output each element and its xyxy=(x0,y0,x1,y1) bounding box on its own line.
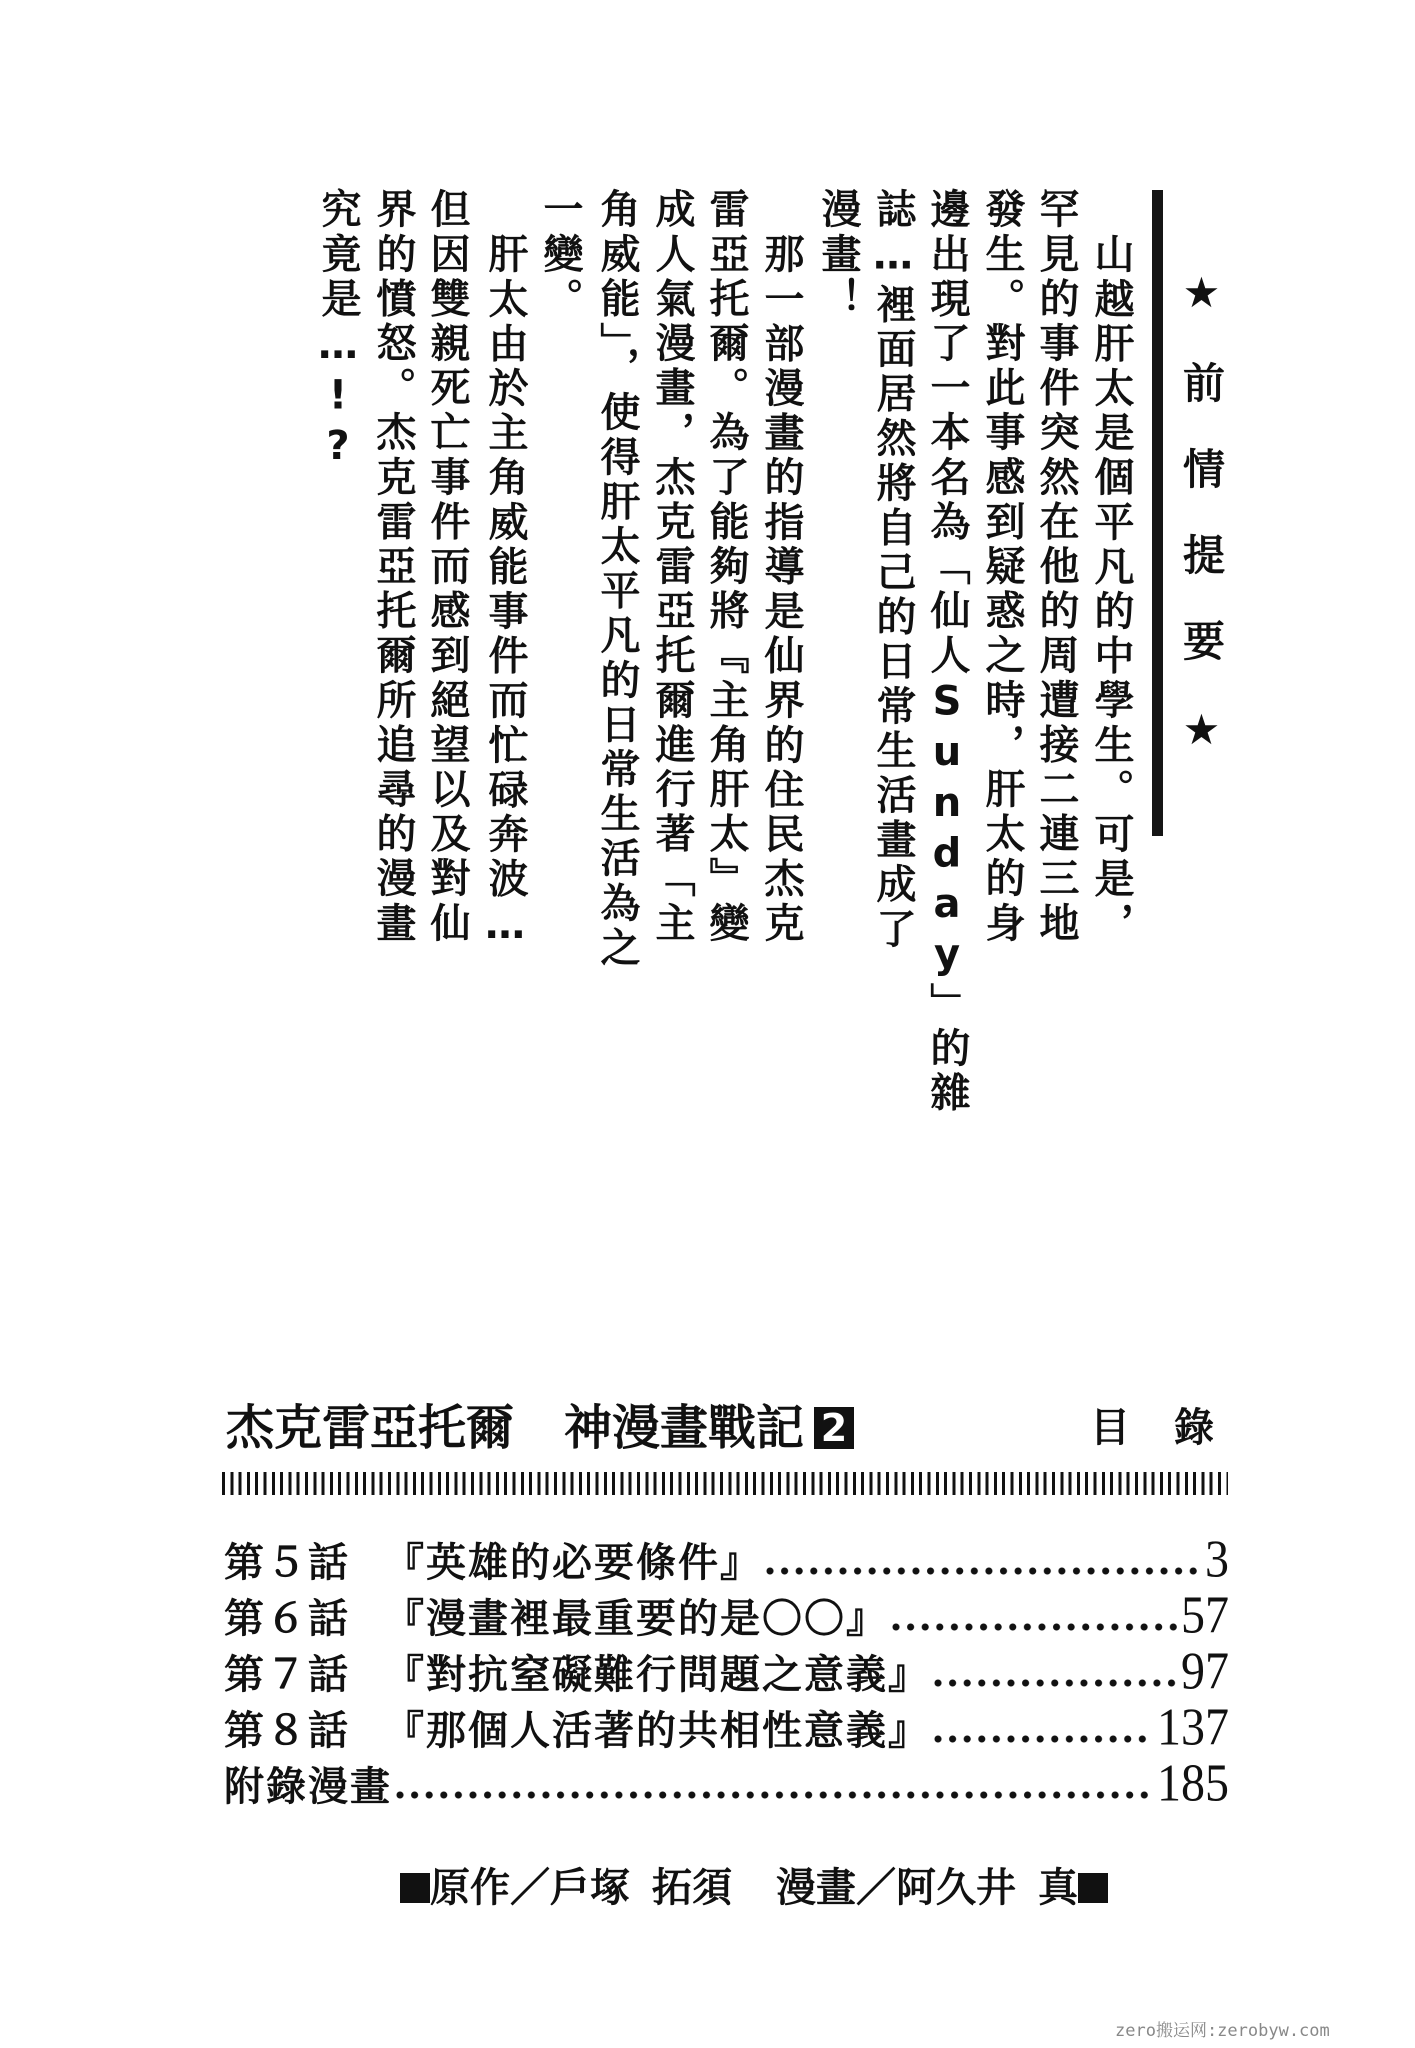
series-title: 杰克雷亞托爾 xyxy=(226,1400,515,1456)
summary-column: 發生。對此事感到疑惑之時，肝太的身 xyxy=(979,188,1025,947)
summary-heading: ★前情提要★ xyxy=(1177,268,1226,798)
summary-column: 罕見的事件突然在他的周遭接二連三地 xyxy=(1033,188,1079,947)
summary-column: 漫畫！ xyxy=(815,188,861,322)
page-number: 97 xyxy=(1181,1642,1229,1701)
page-number: 185 xyxy=(1157,1754,1229,1813)
summary-column: 界的憤怒。杰克雷亞托爾所追尋的漫畫 xyxy=(370,188,416,947)
summary-column: 山越肝太是個平凡的中學生。可是， xyxy=(1088,232,1134,947)
square-bullet-icon xyxy=(400,1873,430,1903)
page-number: 3 xyxy=(1205,1530,1229,1589)
artist-label: 漫畫／阿久井 xyxy=(776,1865,1016,1911)
episode-title: 『對抗窒礙難行問題之意義』 xyxy=(384,1652,930,1698)
summary-column: 究竟是…!? xyxy=(315,188,361,474)
summary-divider-bar xyxy=(1152,190,1163,836)
summary-column: 邊出現了一本名為「仙人Sunday」的雜 xyxy=(924,188,970,1116)
summary-column: 角威能」，使得肝太平凡的日常生活為之 xyxy=(594,188,640,971)
leader-dots xyxy=(934,1678,1177,1688)
toc-entry xyxy=(224,1644,1229,1700)
volume-badge: 2 xyxy=(814,1407,854,1449)
episode-title: 『那個人活著的共相性意義』 xyxy=(384,1708,930,1754)
summary-column: 肝太由於主角威能事件而忙碌奔波… xyxy=(482,232,528,953)
toc-entry xyxy=(224,1700,1229,1756)
episode-number: 第７話 xyxy=(224,1652,350,1698)
episode-number: 第５話 xyxy=(224,1540,350,1586)
series-subtitle: 神漫畫戰記 xyxy=(564,1400,805,1456)
leader-dots xyxy=(934,1734,1153,1744)
episode-number: 第８話 xyxy=(224,1708,350,1754)
summary-column: 誌…裡面居然將自己的日常生活畫成了 xyxy=(870,188,916,953)
tick-divider xyxy=(222,1472,1228,1495)
summary-column: 雷亞托爾。為了能夠將『主角肝太』變 xyxy=(703,188,749,947)
summary-column: 但因雙親死亡事件而感到絕望以及對仙 xyxy=(424,188,470,947)
leader-dots xyxy=(766,1566,1201,1576)
toc-title xyxy=(226,1400,854,1456)
square-bullet-icon xyxy=(1078,1873,1108,1903)
summary-column: 一變。 xyxy=(537,188,583,322)
artist-name: 真 xyxy=(1038,1865,1078,1911)
toc-entry-appendix xyxy=(224,1756,1229,1812)
appendix-title: 附錄漫畫 xyxy=(224,1764,392,1810)
original-author-name: 拓須 xyxy=(652,1865,732,1911)
credits xyxy=(400,1860,1108,1916)
leader-dots xyxy=(892,1622,1177,1632)
leader-dots xyxy=(396,1790,1153,1800)
toc-entry xyxy=(224,1532,1229,1588)
watermark: zero搬运网:zerobyw.com xyxy=(1115,2021,1330,2041)
episode-title: 『英雄的必要條件』 xyxy=(384,1540,762,1586)
toc-entry xyxy=(224,1588,1229,1644)
episode-number: 第６話 xyxy=(224,1596,350,1642)
episode-title: 『漫畫裡最重要的是〇〇』 xyxy=(384,1596,888,1642)
page-number: 57 xyxy=(1181,1586,1229,1645)
toc-label: 目錄 xyxy=(1090,1405,1258,1451)
summary-column: 那一部漫畫的指導是仙界的住民杰克 xyxy=(758,232,804,947)
page-number: 137 xyxy=(1157,1698,1229,1757)
summary-column: 成人氣漫畫，杰克雷亞托爾進行著「主 xyxy=(649,188,695,947)
original-author-label: 原作／戶塚 xyxy=(430,1865,630,1911)
